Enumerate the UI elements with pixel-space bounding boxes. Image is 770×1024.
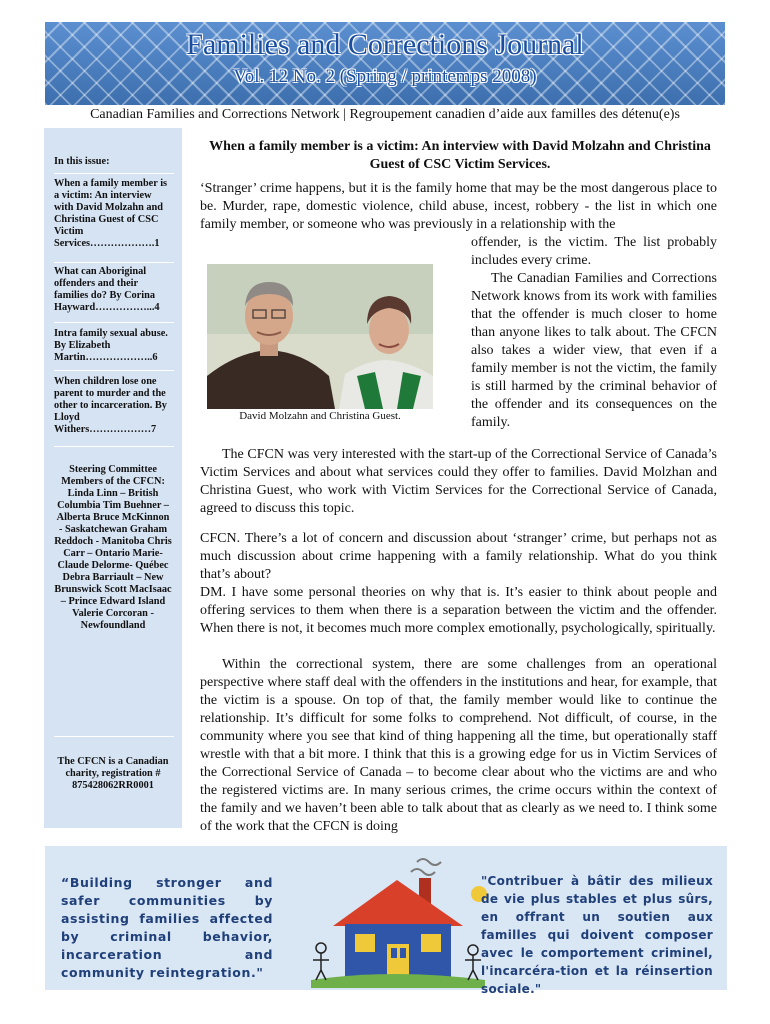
mission-quote-english: “Building stronger and safer communities by assisting families affected by criminal behavior, incarceration and community reintegration." xyxy=(61,875,273,980)
interview-photo xyxy=(207,264,433,409)
article-cfcn-paragraph: The Canadian Families and Corrections Network knows from its work with families that the offender is much closer to home than anyone likes to talk about. The CFCN also takes a wider view, that even if a family member is not the victim, the family is still harmed by the criminal behavior of the offender and its consequences on the family. xyxy=(471,271,717,430)
article-paragraph: The CFCN was very interested with the start-up of the Correctional Service of Canada’s Victim Services and about what services could they offer to families. David Molzhan and Christina Guest, who work with Victim Services for the Correctional Service of Canada, agreed to discuss this topic. xyxy=(200,447,717,516)
sidebar-divider xyxy=(54,736,174,737)
sidebar-divider xyxy=(54,446,174,447)
article-intro: ‘Stranger’ crime happens, but it is the family home that may be the most dangerous place to be. Murder, rape, domestic violence, child abuse, incest, robbery - the list in which one family member, or someone who was previously in a relationship with the xyxy=(200,181,717,232)
network-line: Canadian Families and Corrections Network | Regroupement canadien d’aide aux familles des détenu(e)s xyxy=(90,107,680,122)
article-intro-continued: offender, is the victim. The list probably includes every crime. xyxy=(471,235,717,268)
journal-title: Families and Corrections Journal xyxy=(186,28,584,61)
article-headline: When a family member is a victim: An interview with David Molzahn and Christina Guest of CSC Victim Services. xyxy=(209,139,711,172)
sidebar-divider xyxy=(54,322,174,323)
toc-item: Intra family sexual abuse. By Elizabeth Martin………………..6 xyxy=(54,328,168,363)
interview-answer-continued: Within the correctional system, there are some challenges from an operational perspective where staff deal with the offenders in the institutions and hear, for example, that the victim is a spouse. On top of that, the family member would like to continue the relationship. It’s difficult for some folks to comprehend. Not difficult, of course, in the community where you see that kind of thing happening all the time, but operationally staff wrestle with that a bit more. I think that this is a growing edge for us in Victim Services of the Correctional Service of Canada – to become clear about who the victims are and who the registered victims are. In many serious crimes, the crime occurs within the context of the family and we haven’t been able to talk about that as clearly as we need to. I think some of the work that the CFCN is doing xyxy=(200,657,717,834)
interview-question: CFCN. There’s a lot of concern and discussion about ‘stranger’ crime, but perhaps not as much discussion about crime happening with a family relationship. What do you think that’s about? xyxy=(200,531,717,582)
mission-quote-french: "Contribuer à bâtir des milieux de vie plus stables et plus sûrs, en offrant un soutien aux familles qui doivent composer avec le comportement criminel, l'incarcéra-tion et la réinsertion sociale." xyxy=(481,874,713,996)
house-family-logo xyxy=(297,854,493,988)
mission-footer xyxy=(45,846,727,996)
toc-item: What can Aboriginal offenders and their families do? By Corina Hayward……………...4 xyxy=(54,266,160,313)
charity-note: The CFCN is a Canadian charity, registration # 875428062RR0001 xyxy=(57,756,169,791)
interview-answer: DM. I have some personal theories on why that is. It’s easier to think about people and offering services to them when there is a separation between the victim and the offender. When there is not, it becomes much more complex emotionally, psychologically, spiritually. xyxy=(200,585,717,636)
toc-item: When children lose one parent to murder and the other to incarceration. By Lloyd Withers………………7 xyxy=(54,376,167,435)
toc-item: When a family member is a victim: An interview with David Molzahn and Christina Guest of CSC Victim Services……………….1 xyxy=(54,178,168,249)
photo-illustration xyxy=(207,264,433,409)
sidebar-divider xyxy=(54,262,174,263)
sidebar xyxy=(44,128,182,828)
journal-banner xyxy=(45,22,725,105)
steering-committee: Steering Committee Members of the CFCN: Linda Linn – British Columbia Tim Buehner – Alberta Bruce McKinnon - Saskatchewan Graham Reddoch - Manitoba Chris Carr – Ontario Marie-Claude Delorme- Québec Debra Barriault – New Brunswick Scott MacIsaac – Prince Edward Island Valerie Corcoran - Newfoundland xyxy=(54,464,172,631)
sidebar-divider xyxy=(54,370,174,371)
sidebar-divider xyxy=(54,173,174,174)
in-this-issue-heading: In this issue: xyxy=(54,156,110,167)
photo-caption: David Molzahn and Christina Guest. xyxy=(239,410,401,422)
issue-line: Vol. 12 No. 2 (Spring / printemps 2008) xyxy=(233,66,537,87)
